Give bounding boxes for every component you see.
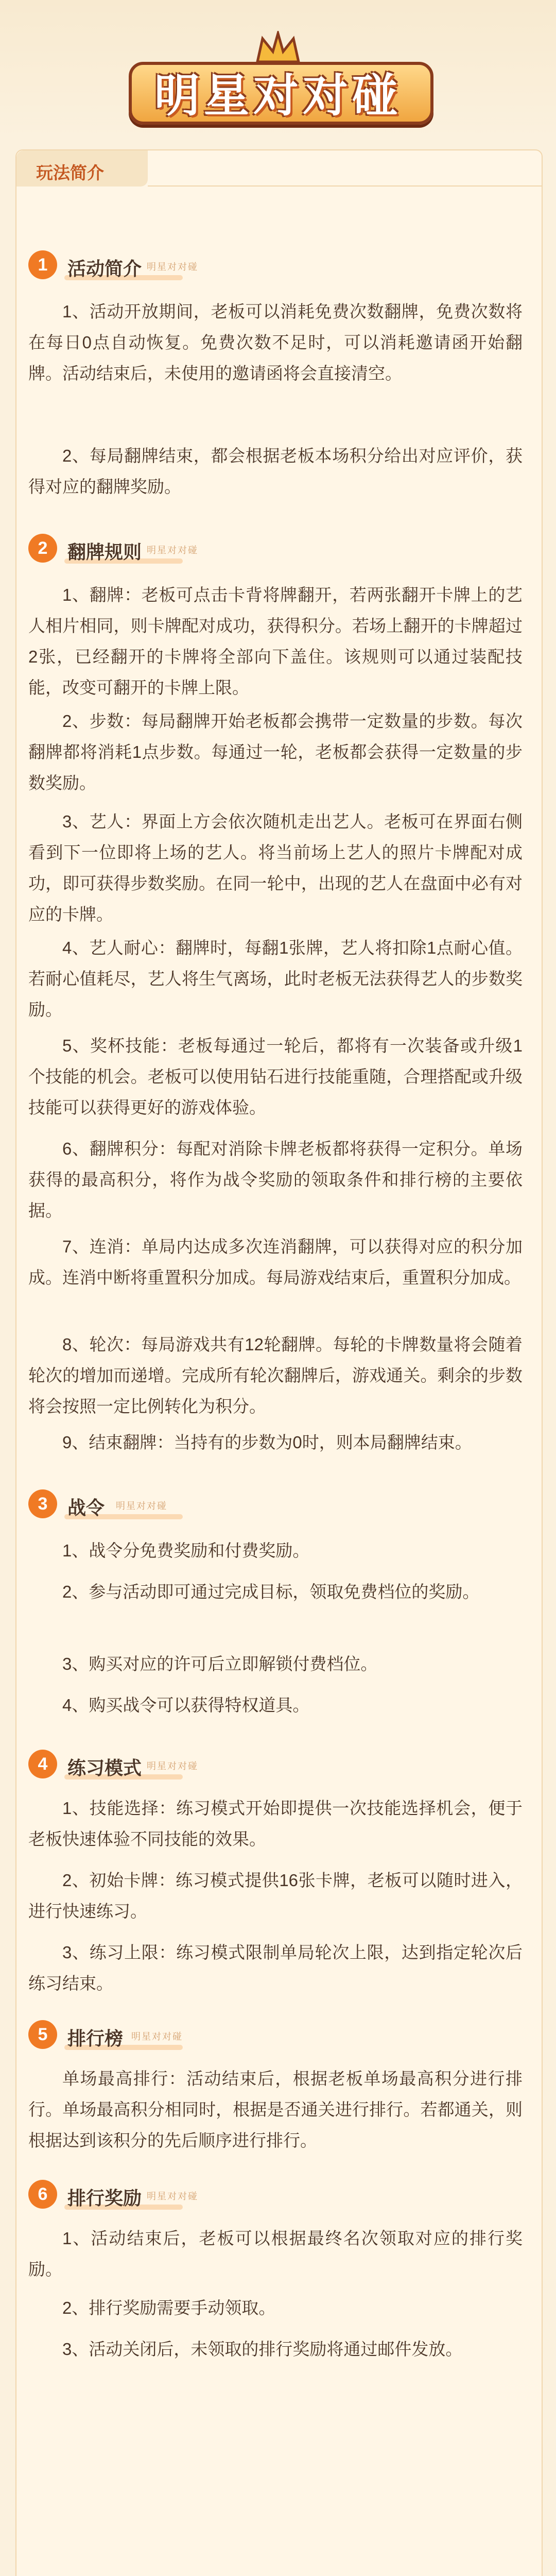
paragraph: 1、翻牌：老板可点击卡背将牌翻开，若两张翻开卡牌上的艺人相片相同，则卡牌配对成功，获得积分。若场上翻开的卡牌超过2张，已经翻开的卡牌将全部向下盖住。该规则可以通过装配技能，改变可翻开的卡牌上限。 (28, 585, 523, 697)
paragraph: 2、排行奖励需要手动领取。 (62, 2298, 276, 2317)
paragraph: 4、购买战令可以获得特权道具。 (62, 1696, 310, 1715)
section-deco-text: 明星对对碰 (147, 545, 198, 555)
section-number-badge: 5 (28, 2020, 57, 2049)
paragraph: 7、连消：单局内达成多次连消翻牌，可以获得对应的积分加成。连消中断将重置积分加成。每局游戏结束后，重置积分加成。 (28, 1237, 523, 1287)
section-deco-text: 明星对对碰 (116, 1501, 167, 1511)
section-title: 排行榜 (67, 2028, 124, 2049)
paragraph: 2、初始卡牌：练习模式提供16张卡牌，老板可以随时进入，进行快速练习。 (28, 1871, 523, 1921)
paragraph: 1、活动结束后，老板可以根据最终名次领取对应的排行奖励。 (28, 2229, 523, 2279)
section-activity-intro (28, 247, 337, 283)
paragraph: 3、购买对应的许可后立即解锁付费档位。 (62, 1654, 378, 1673)
section-deco-text: 明星对对碰 (131, 2031, 183, 2042)
paragraph: 2、参与活动即可通过完成目标，领取免费档位的奖励。 (62, 1582, 480, 1601)
tab-rules-intro-label: 玩法简介 (36, 163, 104, 182)
paragraph: 5、奖杯技能：老板每通过一轮后，都将有一次装备或升级1个技能的机会。老板可以使用钻石进行技能重随，合理搭配或升级技能可以获得更好的游戏体验。 (28, 1036, 523, 1117)
section-battle-pass (28, 1486, 337, 1522)
paragraph: 3、活动关闭后，未领取的排行奖励将通过邮件发放。 (62, 2340, 463, 2359)
section-number-badge: 2 (28, 534, 57, 563)
paragraph: 1、活动开放期间，老板可以消耗免费次数翻牌，免费次数将在每日0点自动恢复。免费次数不足时，可以消耗邀请函开始翻牌。活动结束后，未使用的邀请函将会直接清空。 (28, 302, 523, 383)
paragraph: 单场最高排行：活动结束后，根据老板单场最高积分进行排行。单场最高积分相同时，根据是否通关进行排行。若都通关，则根据达到该积分的先后顺序进行排行。 (28, 2069, 523, 2150)
logo-text: 明星对对碰 (154, 69, 402, 122)
tab-divider (148, 185, 542, 187)
paragraph: 8、轮次：每局游戏共有12轮翻牌。每轮的卡牌数量将会随着轮次的增加而递增。完成所有轮次翻牌后，游戏通关。剩余的步数将会按照一定比例转化为积分。 (28, 1335, 523, 1416)
section-title: 练习模式 (67, 1757, 142, 1778)
tab-rules-intro (16, 150, 148, 187)
section-deco-text: 明星对对碰 (147, 1761, 198, 1771)
paragraph: 4、艺人耐心：翻牌时，每翻1张牌，艺人将扣除1点耐心值。若耐心值耗尽，艺人将生气离场，此时老板无法获得艺人的步数奖励。 (28, 938, 523, 1019)
paragraph: 1、战令分免费奖励和付费奖励。 (62, 1541, 310, 1560)
header-banner (0, 0, 556, 139)
section-flip-rules (28, 531, 337, 567)
paragraph: 3、练习上限：练习模式限制单局轮次上限，达到指定轮次后练习结束。 (28, 1943, 523, 1993)
paragraph: 6、翻牌积分：每配对消除卡牌老板都将获得一定积分。单场获得的最高积分，将作为战令奖励的领取条件和排行榜的主要依据。 (28, 1139, 523, 1220)
section-deco-text: 明星对对碰 (147, 262, 198, 272)
game-logo (118, 31, 438, 122)
section-number-badge: 1 (28, 250, 57, 279)
section-leaderboard (28, 2017, 337, 2053)
paragraph: 2、每局翻牌结束，都会根据老板本场积分给出对应评价，获得对应的翻牌奖励。 (28, 446, 523, 496)
section-number-badge: 4 (28, 1750, 57, 1778)
section-title: 排行奖励 (67, 2188, 142, 2209)
paragraph: 3、艺人：界面上方会依次随机走出艺人。老板可在界面右侧看到下一位即将上场的艺人。将当前场上艺人的照片卡牌配对成功，即可获得步数奖励。在同一轮中，出现的艺人在盘面中必有对应的卡牌。 (28, 812, 523, 924)
section-title: 战令 (67, 1497, 105, 1518)
paragraph: 1、技能选择：练习模式开始即提供一次技能选择机会，便于老板快速体验不同技能的效果。 (28, 1799, 523, 1849)
section-deco-text: 明星对对碰 (147, 2191, 198, 2201)
paragraph: 9、结束翻牌：当持有的步数为0时，则本局翻牌结束。 (62, 1433, 472, 1452)
paragraph: 2、步数：每局翻牌开始老板都会携带一定数量的步数。每次翻牌都将消耗1点步数。每通过一轮，老板都会获得一定数量的步数奖励。 (28, 711, 523, 792)
section-title: 翻牌规则 (67, 541, 142, 563)
section-practice-mode (28, 1747, 337, 1783)
section-number-badge: 3 (28, 1489, 57, 1518)
section-title: 活动简介 (67, 258, 142, 279)
section-leaderboard-rewards (28, 2177, 337, 2213)
section-number-badge: 6 (28, 2180, 57, 2209)
